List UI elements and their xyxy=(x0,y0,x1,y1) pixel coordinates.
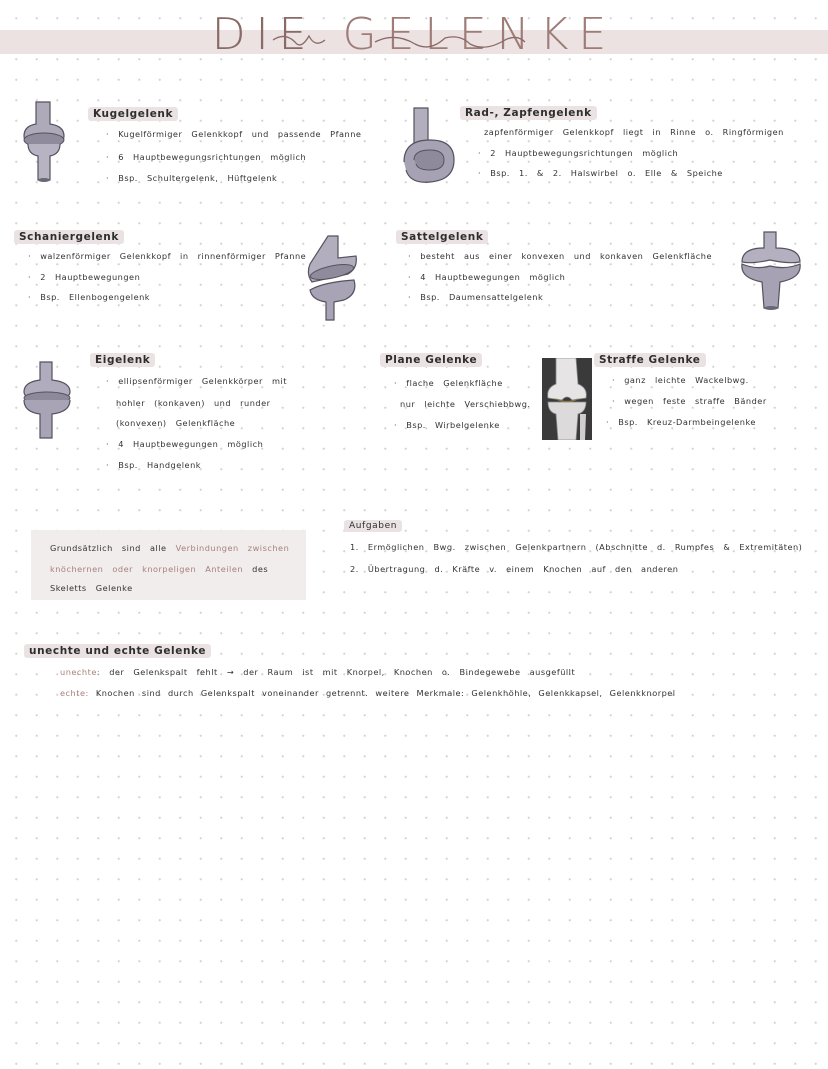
echt-text: Knochen sind durch Gelenkspalt voneinander getrennt. weitere Merkmale: Gelenkhöhle, Gelenkkapsel, Gelenkknorpel xyxy=(95,688,676,698)
heading-straffe-gelenke: Straffe Gelenke xyxy=(594,353,706,367)
ei-line-4: · 4 Hauptbewegungen möglich xyxy=(106,439,264,449)
scharnier-line-1: · walzenförmiger Gelenkkopf in rinnenförmiger Pfanne xyxy=(28,251,307,261)
kugel-line-3: · Bsp. Schultergelenk, Hüftgelenk xyxy=(106,173,278,183)
ei-line-1: · ellipsenförmiger Gelenkkörper mit xyxy=(106,376,287,386)
grund-text-2b: des xyxy=(252,564,269,574)
sattel-line-2: · 4 Hauptbewegungen möglich xyxy=(408,272,566,282)
sattel-line-3: · Bsp. Daumensattelgelenk xyxy=(408,292,544,302)
straffe-line-1: · ganz leichte Wackelbwg. xyxy=(612,375,749,385)
grund-line-3: Skeletts Gelenke xyxy=(50,583,133,593)
heading-aufgaben: Aufgaben xyxy=(344,520,402,532)
aufgaben-line-2: 2. Übertragung d. Kräfte v. einem Knochen auf den anderen xyxy=(350,564,679,574)
plane-line-3: · Bsp. Wirbelgelenke xyxy=(394,420,500,430)
heading-rad-zapfengelenk: Rad-, Zapfengelenk xyxy=(460,106,597,120)
rad-line-1: zapfenförmiger Gelenkkopf liegt in Rinne o. Ringförmigen xyxy=(484,127,784,137)
heading-plane-gelenke: Plane Gelenke xyxy=(380,353,482,367)
grund-text-1a: Grundsätzlich sind alle xyxy=(50,543,167,553)
plane-line-2: nur leichte Verschiebbwg. xyxy=(400,399,531,409)
echt-line xyxy=(60,688,676,698)
echt-label: echte: xyxy=(60,688,89,698)
grund-line-2 xyxy=(50,564,268,574)
title-word-gelenke: GELENKE xyxy=(342,9,617,60)
straffe-line-2: · wegen feste straffe Bänder xyxy=(612,396,767,406)
scharnier-line-2: · 2 Hauptbewegungen xyxy=(28,272,141,282)
ball-joint-icon xyxy=(18,100,70,186)
heading-schaniergelenk: Schaniergelenk xyxy=(14,230,124,244)
straffe-line-3: · Bsp. Kreuz-Darmbeingelenke xyxy=(606,417,756,427)
heading-sattelgelenk: Sattelgelenk xyxy=(396,230,488,244)
rad-line-2: · 2 Hauptbewegungsrichtungen möglich xyxy=(478,148,679,158)
ei-line-5: · Bsp. Handgelenk xyxy=(106,460,202,470)
unecht-line xyxy=(60,667,575,677)
saddle-joint-icon xyxy=(738,230,804,312)
ellipsoid-joint-icon xyxy=(20,360,74,442)
grund-text-1b: Verbindungen zwischen xyxy=(175,543,290,553)
title-scribble xyxy=(255,26,535,56)
rad-line-3: · Bsp. 1. & 2. Halswirbel o. Elle & Speiche xyxy=(478,168,723,178)
pivot-joint-icon xyxy=(400,104,456,188)
grund-text-2: knöchernen oder knorpeligen Anteilen xyxy=(50,564,244,574)
kugel-line-2: · 6 Hauptbewegungsrichtungen möglich xyxy=(106,152,307,162)
knee-joint-icon xyxy=(542,358,592,440)
heading-unechte-echte: unechte und echte Gelenke xyxy=(24,644,211,658)
unecht-text: der Gelenkspalt fehlt → der Raum ist mit Knorpel, Knochen o. Bindegewebe ausgefüllt xyxy=(109,667,576,677)
title-word-die: DIE xyxy=(211,9,317,60)
ei-line-2: hohler (konkaven) und runder xyxy=(116,398,271,408)
scharnier-line-3: · Bsp. Ellenbogengelenk xyxy=(28,292,151,302)
heading-eigelenk: Eigelenk xyxy=(90,353,155,367)
ei-line-3: (konvexen) Gelenkfläche xyxy=(116,418,236,428)
sattel-line-1: · besteht aus einer konvexen und konkaven Gelenkfläche xyxy=(408,251,712,261)
hinge-joint-icon xyxy=(304,234,360,322)
grund-line-1 xyxy=(50,543,289,553)
heading-kugelgelenk: Kugelgelenk xyxy=(88,107,178,121)
unecht-label: unechte: xyxy=(60,667,101,677)
kugel-line-1: · Kugelförmiger Gelenkkopf und passende Pfanne xyxy=(106,129,362,139)
plane-line-1: · flache Gelenkfläche xyxy=(394,378,503,388)
aufgaben-line-1: 1. Ermöglichen Bwg. zwischen Gelenkpartnern (Abschnitte d. Rumpfes & Extremitäten) xyxy=(350,542,803,552)
